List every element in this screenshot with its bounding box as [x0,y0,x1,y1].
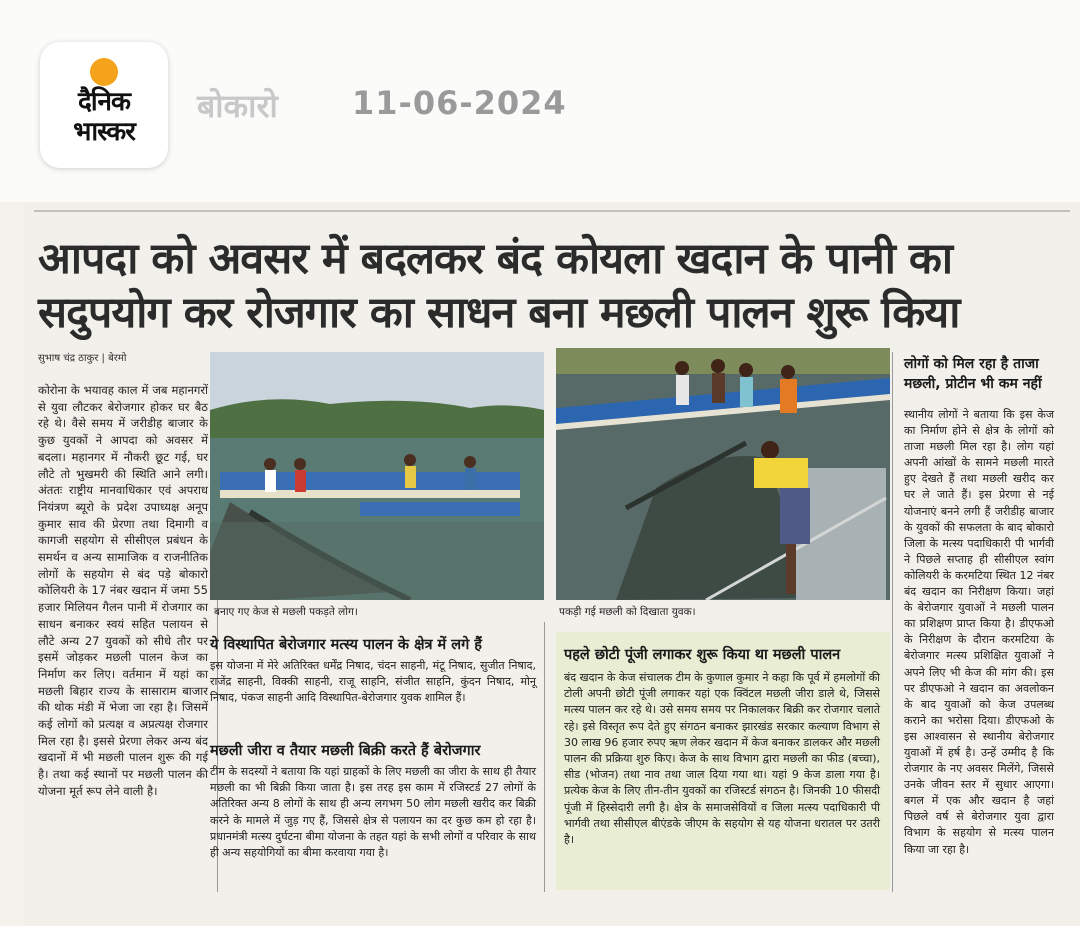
photo-fish-cage-netting [210,352,544,600]
photo-image [210,352,544,600]
section-body-displaced-youth: इस योजना में मेरे अतिरिक्त धर्मेंद्र निषाद, चंदन साहनी, मंटू निषाद, सुजीत निषाद, राजेंद्र साहनी, विक्की साहनी, राजू साहनि, संजीत साहनि, कुंदन निषाद, मोनू निषाद, पंकज साहनी आदि विस्थापित-बेरोजगार युवक शामिल हैं। [210,659,536,705]
intro-column: कोरोना के भयावह काल में जब महानगरों से युवा लौटकर बेरोजगार होकर घर बैठ रहे थे। वैसे समय में जरीडीह बाजार के कुछ युवकों ने आपदा को अवसर में बदला। महानगर में नौकरी छूट गई, घर लौटे तो भुखमरी की स्थिति आने लगी। अंततः राष्ट्रीय मानवाधिकार एवं अपराध नियंत्रण ब्यूरो के प्रदेश उपाध्यक्ष अनूप कुमार साव की प्रेरणा तथा दिमागी व कागजी सहयोग से सीसीएल प्रबंधन के समर्थन व अन्य सामाजिक व राजनीतिक लोगों के सहयोग से बंद पड़े बोकारो कोलियरी के 17 नंबर खदान में जमा 55 हजार मिलियन गैलन पानी में रोजगार का साधन बनाकर स्वयं सहित पलायन से लौटे अन्य 27 युवकों को सीधे तौर पर इसमें जोड़कर मछली पालन केज का निर्माण कर लिए। वर्तमान में यहां का मछली बिहार राज्य के सासाराम बाजार की थोक मंडी में भेजा जा रहा है। जिसमें कई लोगों को प्रत्यक्ष व अप्रत्यक्ष रोजगार मिल रहा है। इससे प्रेरणा लेकर अन्य बंद खदानों में भी मछली पालन शुरू की गई है। तथा कई स्थानों पर मछली पालन की योजना मूर्त रूप लेने वाली है। [38,383,208,798]
edition-date: 11-06-2024 [352,84,567,122]
headline-line2: सदुपयोग कर रोजगार का साधन बना मछली पालन शुरू किया [38,288,960,338]
section-body-fresh-fish: स्थानीय लोगों ने बताया कि इस केज का निर्माण होने से क्षेत्र के लोगों को ताजा मछली मिल रहा है। लोग यहां अपनी आंखों के सामने मछली मारते हुए देखते हैं तथा मछली खरीद कर घर ले जाते हैं। इस प्रेरणा से नई योजनाएं बनने लगी हैं जरीडीह बाजार के युवकों की सफलता के बाद बोकारो जिला के मत्स्य पदाधिकारी पी भार्गवी ने पिछले सप्ताह ही सीसीएल स्वांग कोलियरी के करमटिया स्थित 12 नंबर बंद खदान का निरीक्षण किया। जहां के बेरोजगार युवाओं ने मछली पालन का प्रशिक्षण प्राप्त किया है। डीएफओ के निरीक्षण के दौरान करमटिया के बेरोजगार मत्स्य प्रशिक्षित युवाओं ने अपने लिए भी केज की मांग की। इस पर डीएफओ ने खदान का अवलोकन के बाद युवाओं को केज उपलब्ध कराने का भरोसा दिया। डीएफओ के इस आश्वासन से स्थानीय बेरोजगार युवाओं में हर्ष है। उन्हें उम्मीद है कि रोजगार के नए अवसर मिलेंगे, जिससे उनके जीवन स्तर में सुधार आएगा। बगल में एक और खदान है जहां पिछले वर्ष से बेरोजगार युवा द्वारा विभाग के सहयोग से मत्स्य पालन किया जा रहा है। [904,408,1054,856]
section-body-fish-sales: टीम के सदस्यों ने बताया कि यहां ग्राहकों के लिए मछली का जीरा के साथ ही तैयार मछली का भी बिक्री किया जाता है। इस तरह इस काम में रजिस्टर्ड 27 लोगों के अतिरिक्त अन्य 8 लोगों के साथ ही अन्य लगभग 50 लोग मछली खरीद कर बिक्री करने के मामले में जुड़ गए हैं, जिससे क्षेत्र से पलायन का दर कुछ कम हो रहा है। प्रधानमंत्री मत्स्य दुर्घटना बीमा योजना के तहत यहां के सभी लोगों व परिवार के साथ ही अन्य सहयोगियों का बीमा करवाया गया है। [210,765,536,860]
photo2-caption: पकड़ी गई मछली को दिखाता युवक। [559,606,696,618]
edition-city: बोकारो [197,87,278,125]
column-divider [892,352,893,892]
dainik-bhaskar-logo[interactable] [40,42,168,168]
photo-youth-showing-fish [556,348,890,600]
logo-text-line1: दैनिक [78,87,130,117]
byline: सुभाष चंद्र ठाकुर | बेरमो [38,353,127,364]
logo-text-line2: भास्कर [73,117,135,147]
sun-icon [90,58,118,86]
photo-image [556,348,890,600]
column-divider [544,622,545,892]
headline [38,232,1074,340]
newspaper-clipping [24,202,1080,926]
section-heading-displaced-youth: ये विस्थापित बेरोजगार मत्स्य पालन के क्षेत्र में लगे हैं [210,637,482,653]
section-heading-fish-sales: मछली जीरा व तैयार मछली बिक्री करते हैं बेरोजगार [210,743,481,759]
section-body-small-capital: बंद खदान के केज संचालक टीम के कुणाल कुमार ने कहा कि पूर्व में हमलोगों की टोली अपनी छोटी पूंजी लगाकर यहां एक क्विंटल मछली जीरा डाले थे, जिससे मत्स्य पालन कर रहे थे। उसे समय समय पर निकालकर बिक्री कर रोजगार चलाते रहे। इसे विस्तृत रूप देते हुए संगठन बनाकर झारखंड सरकार कल्याण विभाग से 30 लाख 96 हजार रुपए ऋण लेकर खदान में केज बनाकर डालकर और मछली पालन की प्रक्रिया शुरु किए। केज के साथ विभाग द्वारा मछली का फीड (बच्चा), सीड (भोजन) तथा नाव तथा जाल दिया गया था। यहां 9 केज डाला गया है। प्रत्येक केज के लिए तीन-तीन युवकों का रजिस्टर्ड संगठन है। जिनकी 10 फीसदी पूंजी में हिस्सेदारी लगी है। क्षेत्र के समाजसेवियों व जिला मत्स्य पदाधिकारी पी भार्गवी तथा सीसीएल बीएंडके जीएम के सहयोग से यह योजना धरातल पर उतरी है। [564,671,880,847]
section-heading-fresh-fish: लोगों को मिल रहा है ताजा मछली, प्रोटीन भी कम नहीं [904,356,1042,392]
section-heading-small-capital: पहले छोटी पूंजी लगाकर शुरू किया था मछली पालन [564,647,841,663]
headline-line1: आपदा को अवसर में बदलकर बंद कोयला खदान के पानी का [38,234,953,284]
top-rule [34,210,1070,212]
photo1-caption: बनाए गए केज से मछली पकड़ते लोग। [214,606,358,618]
app-header [0,0,1080,202]
